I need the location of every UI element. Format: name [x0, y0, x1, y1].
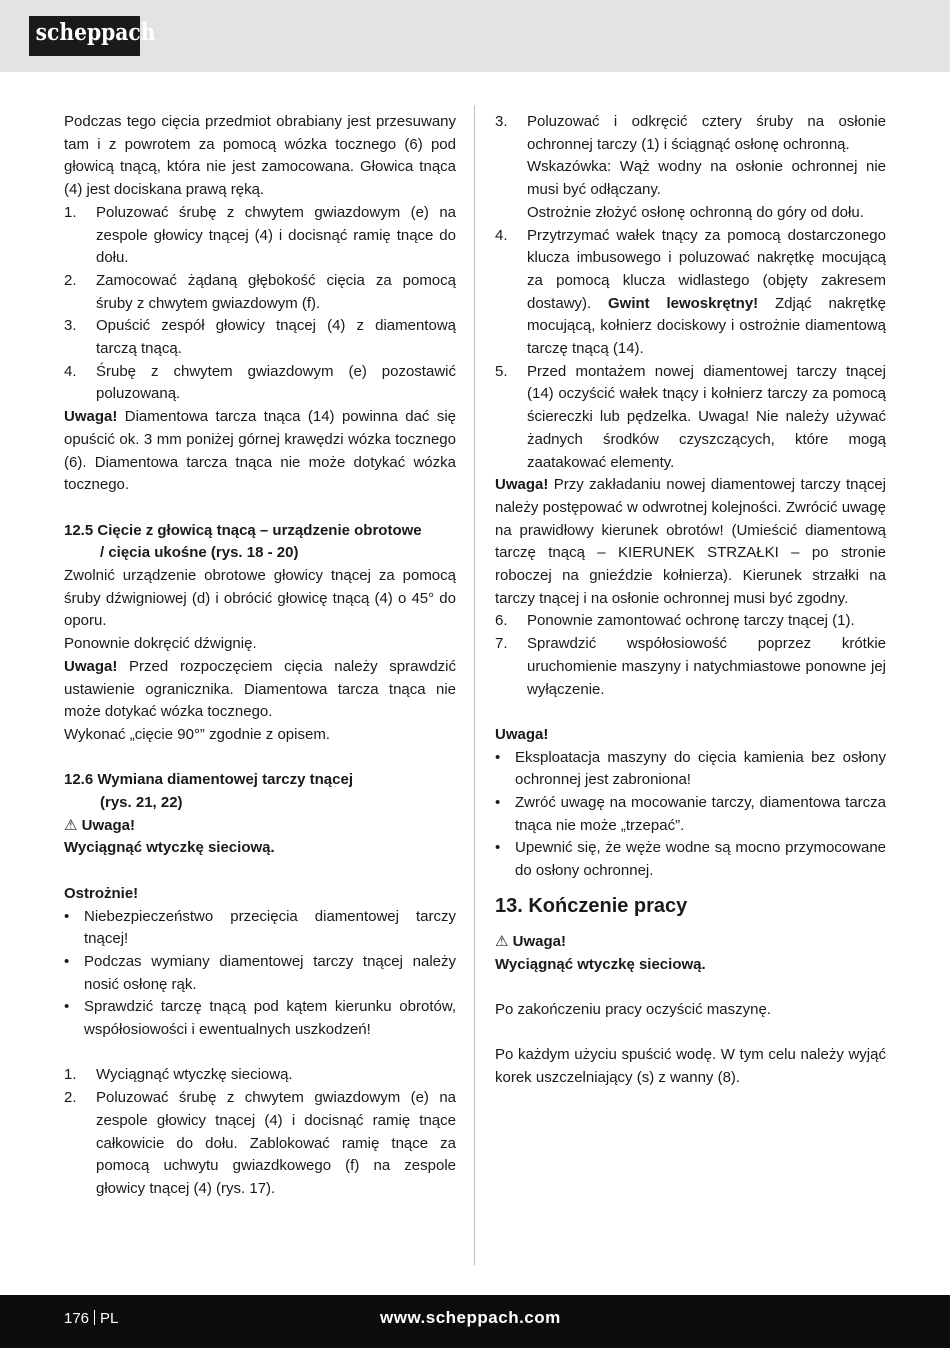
- bullet-item: • Podczas wymiany diamentowej tarczy tnącej należy nosić osłonę rąk.: [64, 952, 456, 993]
- scheppach-logo: [29, 16, 156, 56]
- header-bar: [0, 0, 950, 72]
- bullet-item: • Sprawdzić tarczę tnącą pod kątem kierunku obrotów, współosiowości i ewentualnych uszkodzeń!: [64, 998, 456, 1039]
- paragraph: Zwolnić urządzenie obrotowe głowicy tnącej za pomocą śruby dźwigniowej (d) i obrócić głowicę tnącą (4) o 45° do oporu.: [64, 567, 456, 630]
- warning-text: Wyciągnąć wtyczkę sieciową.: [495, 955, 706, 973]
- paragraph: Wykonać „cięcie 90°” zgodnie z opisem.: [64, 725, 330, 743]
- warning-text: Wyciągnąć wtyczkę sieciową.: [64, 839, 275, 857]
- step-item: 3. Opuścić zespół głowicy tnącej (4) z diamentową tarczą tnącą.: [64, 317, 456, 358]
- note-paragraph: Uwaga! Diamentowa tarcza tnąca (14) powinna dać się opuścić ok. 3 mm poniżej górnej krawędzi wózka tocznego (6). Diamentowa tarcza tnąca nie może dotykać wózka tocznego.: [64, 408, 456, 494]
- bullet-item: • Eksploatacja maszyny do cięcia kamienia bez osłony ochronnej jest zabroniona!: [495, 748, 886, 789]
- paragraph: Po każdym użyciu spuścić wodę. W tym celu należy wyjąć korek uszczelniający (s) z wanny (8).: [495, 1046, 886, 1087]
- step-item: 5. Przed montażem nowej diamentowej tarczy tnącej (14) oczyścić wałek tnący i kołnierz tarczy za pomocą ściereczki lub pędzelka. Uwaga! Nie należy używać żadnych środków czyszczących, które mogą zaatakować elementy.: [495, 362, 886, 471]
- step-item: 4. Śrubę z chwytem gwiazdowym (e) pozostawić poluzowaną.: [64, 362, 456, 403]
- step-item: 7. Sprawdzić współosiowość poprzez krótkie uruchomienie maszyny i natychmiastowe ponowne jej wyłączenie.: [495, 635, 886, 698]
- note-paragraph: Uwaga! Przy zakładaniu nowej diamentowej tarczy tnącej należy postępować w odwrotnej kolejności. Zwrócić uwagę na prawidłowy kierunek obrotów! (Umieścić diamentową tarczę tnącą – KIERUNEK STRZAŁKI – po stronie roboczej na gnieździe kołnierza). Kierunek strzałki na tarczy tnącej i na osłonie ochronnej musi być zgodny.: [495, 476, 886, 607]
- logo-text: scheppach: [35, 19, 156, 46]
- section-heading-12-5: 12.5 Cięcie z głowicą tnącą – urządzenie obrotowe / cięcia ukośne (rys. 18 - 20): [64, 521, 422, 562]
- section-heading-13: 13. Kończenie pracy: [495, 894, 688, 917]
- bullet-item: • Niebezpieczeństwo przecięcia diamentowej tarczy tnącej!: [64, 907, 456, 948]
- left-column: [64, 111, 456, 1201]
- step-item: 1. Wyciągnąć wtyczkę sieciową.: [64, 1066, 293, 1084]
- step-item: 6. Ponownie zamontować ochronę tarczy tnącej (1).: [495, 612, 855, 630]
- note-paragraph: Uwaga! Przed rozpoczęciem cięcia należy sprawdzić ustawienie ogranicznika. Diamentowa tarcza tnąca nie może dotykać wózka tocznego.: [64, 657, 456, 721]
- right-column: [495, 111, 886, 1090]
- caution-label: Ostrożnie!: [64, 884, 139, 902]
- footer-bar: [0, 1295, 950, 1348]
- step-item: 3. Poluzować i odkręcić cztery śruby na osłonie ochronnej tarczy (1) i ściągnąć osłonę ochronną. Wskazówka: Wąż wodny na osłonie ochronnej nie musi być odłączany. Ostrożnie złożyć osłonę ochronną do góry od dołu.: [495, 113, 886, 221]
- page-number: 176 PL: [64, 1310, 119, 1327]
- section-heading-12-6: 12.6 Wymiana diamentowej tarczy tnącej (rys. 21, 22): [64, 771, 354, 812]
- bullet-item: • Upewnić się, że węże wodne są mocno przymocowane do osłony ochronnej.: [495, 839, 886, 880]
- note-label: Uwaga!: [495, 725, 549, 743]
- warning-label: ⚠ Uwaga!: [64, 816, 135, 834]
- paragraph: Ponownie dokręcić dźwignię.: [64, 635, 257, 653]
- website-link[interactable]: www.scheppach.com: [380, 1308, 561, 1327]
- step-item: 2. Poluzować śrubę z chwytem gwiazdowym (e) na zespole głowicy tnącej (4) i docisnąć ramię tnące całkowicie do dołu. Zablokować ramię tnące za pomocą uchwytu gwiazdkowego (f) na zespole głowicy tnącej (4) (rys. 17).: [64, 1089, 456, 1197]
- warning-label: ⚠ Uwaga!: [495, 932, 566, 950]
- bullet-item: • Zwróć uwagę na mocowanie tarczy, diamentowa tarcza tnąca nie może „trzepać”.: [495, 794, 886, 834]
- step-item: 1. Poluzować śrubę z chwytem gwiazdowym (e) na zespole głowicy tnącej (4) i docisnąć ramię tnące do dołu.: [64, 203, 456, 267]
- column-divider: [474, 105, 475, 1265]
- paragraph: Po zakończeniu pracy oczyścić maszynę.: [495, 1000, 771, 1018]
- step-item: 2. Zamocować żądaną głębokość cięcia za pomocą śruby z chwytem gwiazdowym (f).: [64, 271, 456, 312]
- intro-paragraph: Podczas tego cięcia przedmiot obrabiany jest przesuwany tam i z powrotem za pomocą wózka tocznego (6) pod głowicą tnącą, która nie jest zamocowana. Głowica tnąca (4) jest dociskana prawą ręką.: [64, 113, 456, 199]
- step-item: 4. Przytrzymać wałek tnący za pomocą dostarczonego klucza imbusowego i poluzować nakrętkę mocującą za pomocą klucza widlastego (objęty zakresem dostawy). Gwint lewoskrętny! Zdjąć nakrętkę mocującą, kołnierz dociskowy i ostrożnie diamentową tarczę tnącą (14).: [495, 226, 886, 358]
